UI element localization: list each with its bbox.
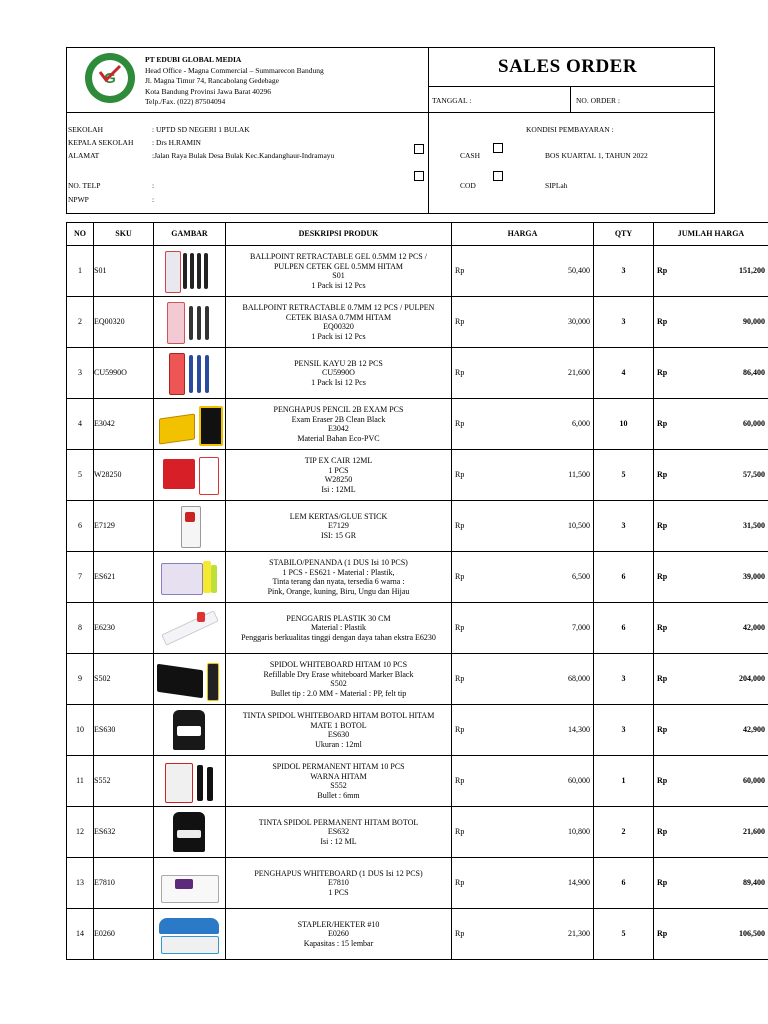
item-price bbox=[452, 705, 594, 756]
item-sku: S01 bbox=[94, 246, 154, 297]
currency-label: Rp bbox=[455, 827, 465, 837]
item-image-cell bbox=[154, 807, 226, 858]
item-qty: 3 bbox=[594, 654, 654, 705]
price-value: 68,000 bbox=[568, 674, 590, 684]
item-price bbox=[452, 297, 594, 348]
cod-label: COD bbox=[460, 181, 476, 190]
item-no: 5 bbox=[67, 450, 94, 501]
item-price bbox=[452, 552, 594, 603]
item-qty: 6 bbox=[594, 858, 654, 909]
item-desc-line: STAPLER/HEKTER #10 bbox=[297, 919, 380, 929]
currency-label: Rp bbox=[455, 776, 465, 786]
total-value: 57,500 bbox=[743, 470, 765, 480]
cash-label: CASH bbox=[460, 151, 481, 160]
company-logo bbox=[84, 52, 136, 104]
item-desc-line: 1 PCS bbox=[328, 465, 349, 475]
item-sku: E7810 bbox=[94, 858, 154, 909]
item-sku: EQ00320 bbox=[94, 297, 154, 348]
table-row bbox=[67, 501, 768, 552]
company-address-3: Kota Bandung Provinsi Jawa Barat 40296 bbox=[145, 86, 272, 96]
price-value: 21,600 bbox=[568, 368, 590, 378]
product-image bbox=[157, 912, 223, 956]
item-sku: ES621 bbox=[94, 552, 154, 603]
table-row bbox=[67, 705, 768, 756]
product-image bbox=[157, 657, 223, 701]
item-desc-line: Isi : 12ML bbox=[321, 484, 356, 494]
item-description bbox=[226, 756, 452, 807]
item-total bbox=[654, 705, 768, 756]
currency-label: Rp bbox=[657, 725, 668, 735]
item-desc-line: 1 Pack isi 12 Pcs bbox=[311, 280, 366, 290]
svg-text:G: G bbox=[104, 70, 116, 87]
item-qty: 3 bbox=[594, 705, 654, 756]
total-value: 42,000 bbox=[743, 623, 765, 633]
total-value: 60,000 bbox=[743, 776, 765, 786]
item-image-cell bbox=[154, 603, 226, 654]
item-desc-line: Exam Eraser 2B Clean Black bbox=[291, 414, 386, 424]
table-row bbox=[67, 246, 768, 297]
currency-label: Rp bbox=[657, 878, 668, 888]
item-desc-line: E0260 bbox=[328, 929, 349, 939]
item-desc-line: Pink, Orange, kuning, Biru, Ungu dan Hijau bbox=[267, 586, 410, 596]
item-price bbox=[452, 501, 594, 552]
item-qty: 3 bbox=[594, 246, 654, 297]
header-divider-h2 bbox=[66, 112, 715, 113]
item-qty: 3 bbox=[594, 501, 654, 552]
item-desc-line: 1 Pack isi 12 Pcs bbox=[311, 331, 366, 341]
product-image bbox=[157, 861, 223, 905]
item-desc-line: 1 PCS bbox=[328, 887, 349, 897]
item-sku: E3042 bbox=[94, 399, 154, 450]
currency-label: Rp bbox=[657, 368, 668, 378]
no-order-label: NO. ORDER : bbox=[576, 96, 620, 105]
item-image-cell bbox=[154, 909, 226, 960]
item-total bbox=[654, 909, 768, 960]
item-desc-line: 1 Pack Isi 12 Pcs bbox=[311, 377, 366, 387]
items-table bbox=[66, 222, 768, 960]
item-total bbox=[654, 501, 768, 552]
item-no: 3 bbox=[67, 348, 94, 399]
company-address-2: Jl. Magna Timur 74, Rancabolang Gedebage bbox=[145, 76, 279, 85]
item-desc-line: WARNA HITAM bbox=[310, 771, 367, 781]
product-image bbox=[157, 606, 223, 650]
currency-label: Rp bbox=[455, 419, 465, 429]
item-sku: E0260 bbox=[94, 909, 154, 960]
item-image-cell bbox=[154, 450, 226, 501]
price-value: 50,400 bbox=[568, 266, 590, 276]
item-desc-line: LEM KERTAS/GLUE STICK bbox=[289, 511, 388, 521]
currency-label: Rp bbox=[455, 929, 465, 939]
col-qty: QTY bbox=[594, 223, 654, 246]
item-desc-line: SPIDOL PERMANENT HITAM 10 PCS bbox=[272, 762, 405, 771]
item-price bbox=[452, 756, 594, 807]
item-image-cell bbox=[154, 705, 226, 756]
table-row bbox=[67, 807, 768, 858]
item-desc-line: Tinta terang dan nyata, tersedia 6 warna : bbox=[272, 577, 405, 586]
total-value: 90,000 bbox=[743, 317, 765, 327]
total-value: 39,000 bbox=[743, 572, 765, 582]
currency-label: Rp bbox=[455, 878, 465, 888]
item-description bbox=[226, 858, 452, 909]
npwp-label: NPWP bbox=[68, 195, 89, 204]
total-value: 86,400 bbox=[743, 368, 765, 378]
siplah-label: SIPLah bbox=[545, 181, 568, 190]
item-desc-line: Material : Plastik bbox=[310, 623, 367, 633]
item-price bbox=[452, 858, 594, 909]
item-desc-line: STABILO/PENANDA (1 DUS Isi 10 PCS) bbox=[269, 558, 408, 567]
item-desc-line: E7810 bbox=[328, 878, 349, 888]
currency-label: Rp bbox=[657, 266, 668, 276]
item-total bbox=[654, 807, 768, 858]
tanggal-label: TANGGAL : bbox=[432, 96, 472, 105]
item-qty: 4 bbox=[594, 348, 654, 399]
item-image-cell bbox=[154, 858, 226, 909]
telp-value: : bbox=[152, 181, 155, 190]
item-total bbox=[654, 654, 768, 705]
item-description bbox=[226, 705, 452, 756]
product-image bbox=[157, 504, 223, 548]
item-description bbox=[226, 246, 452, 297]
currency-label: Rp bbox=[657, 929, 668, 939]
item-sku: S552 bbox=[94, 756, 154, 807]
product-image bbox=[157, 453, 223, 497]
item-desc-line: Penggaris berkualitas tinggi dengan daya tahan ekstra E6230 bbox=[241, 632, 436, 642]
item-price bbox=[452, 654, 594, 705]
item-no: 7 bbox=[67, 552, 94, 603]
bos-checkbox[interactable] bbox=[493, 143, 503, 153]
item-image-cell bbox=[154, 348, 226, 399]
item-image-cell bbox=[154, 654, 226, 705]
table-row bbox=[67, 654, 768, 705]
currency-label: Rp bbox=[455, 266, 465, 276]
table-row bbox=[67, 603, 768, 654]
price-value: 10,800 bbox=[568, 827, 590, 837]
items-header-row bbox=[67, 223, 768, 246]
item-desc-line: ES632 bbox=[327, 827, 350, 837]
item-no: 9 bbox=[67, 654, 94, 705]
item-desc-line: EQ00320 bbox=[323, 322, 354, 331]
col-jumlah: JUMLAH HARGA bbox=[654, 223, 768, 246]
currency-label: Rp bbox=[657, 623, 668, 633]
item-description bbox=[226, 909, 452, 960]
kepala-label: KEPALA SEKOLAH bbox=[68, 138, 134, 147]
item-desc-line: Bullet tip : 2.0 MM - Material : PP, felt tip bbox=[270, 688, 407, 698]
product-image bbox=[157, 351, 223, 395]
item-sku: CU5990O bbox=[94, 348, 154, 399]
currency-label: Rp bbox=[657, 419, 668, 429]
price-value: 60,000 bbox=[568, 776, 590, 786]
currency-label: Rp bbox=[657, 572, 668, 582]
item-desc-line: 1 PCS - ES621 - Material : Plastik, bbox=[282, 567, 395, 577]
total-value: 151,200 bbox=[739, 266, 765, 276]
currency-label: Rp bbox=[657, 827, 668, 837]
item-desc-line: Kapasitas : 15 lembar bbox=[303, 938, 374, 948]
item-no: 2 bbox=[67, 297, 94, 348]
item-desc-line: SPIDOL WHITEBOARD HITAM 10 PCS bbox=[269, 660, 408, 669]
item-qty: 6 bbox=[594, 603, 654, 654]
item-sku: S502 bbox=[94, 654, 154, 705]
item-no: 10 bbox=[67, 705, 94, 756]
item-total bbox=[654, 858, 768, 909]
item-qty: 1 bbox=[594, 756, 654, 807]
item-image-cell bbox=[154, 501, 226, 552]
item-desc-line: CETEK BIASA 0.7MM HITAM bbox=[285, 312, 392, 322]
currency-label: Rp bbox=[657, 674, 668, 684]
item-desc-line: S502 bbox=[330, 679, 347, 688]
payment-title: KONDISI PEMBAYARAN : bbox=[526, 125, 614, 134]
item-image-cell bbox=[154, 297, 226, 348]
currency-label: Rp bbox=[455, 521, 465, 531]
item-price bbox=[452, 807, 594, 858]
item-image-cell bbox=[154, 399, 226, 450]
item-no: 12 bbox=[67, 807, 94, 858]
product-image bbox=[157, 300, 223, 344]
item-no: 14 bbox=[67, 909, 94, 960]
item-desc-line: PULPEN CETEK GEL 0.5MM HITAM bbox=[273, 261, 404, 271]
col-harga: HARGA bbox=[452, 223, 594, 246]
price-value: 10,500 bbox=[568, 521, 590, 531]
price-value: 14,900 bbox=[568, 878, 590, 888]
item-total bbox=[654, 348, 768, 399]
item-desc-line: Bullet : 6mm bbox=[317, 790, 360, 800]
item-sku: ES632 bbox=[94, 807, 154, 858]
col-deskripsi: DESKRIPSI PRODUK bbox=[226, 223, 452, 246]
item-desc-line: PENGGARIS PLASTIK 30 CM bbox=[286, 613, 391, 623]
item-desc-line: S552 bbox=[330, 781, 347, 790]
item-no: 11 bbox=[67, 756, 94, 807]
item-no: 6 bbox=[67, 501, 94, 552]
item-image-cell bbox=[154, 756, 226, 807]
item-total bbox=[654, 552, 768, 603]
currency-label: Rp bbox=[455, 470, 465, 480]
item-description bbox=[226, 450, 452, 501]
item-desc-line: Material Bahan Eco-PVC bbox=[297, 433, 380, 443]
item-desc-line: PENGHAPUS WHITEBOARD (1 DUS Isi 12 PCS) bbox=[254, 868, 423, 878]
price-value: 30,000 bbox=[568, 317, 590, 327]
item-description bbox=[226, 603, 452, 654]
item-desc-line: PENGHAPUS PENCIL 2B EXAM PCS bbox=[273, 405, 404, 414]
col-sku: SKU bbox=[94, 223, 154, 246]
item-description bbox=[226, 807, 452, 858]
table-row bbox=[67, 399, 768, 450]
item-desc-line: TINTA SPIDOL WHITEBOARD HITAM BOTOL HITAM bbox=[242, 711, 435, 720]
item-desc-line: Isi : 12 ML bbox=[320, 836, 357, 846]
company-address-1: Head Office - Magna Commercial – Summarecon Bandung bbox=[145, 65, 324, 75]
cod-checkbox[interactable] bbox=[414, 171, 424, 181]
sekolah-label: SEKOLAH bbox=[68, 125, 103, 134]
item-desc-line: S01 bbox=[332, 271, 345, 280]
item-qty: 5 bbox=[594, 450, 654, 501]
item-no: 13 bbox=[67, 858, 94, 909]
product-image bbox=[157, 708, 223, 752]
currency-label: Rp bbox=[657, 317, 668, 327]
item-total bbox=[654, 297, 768, 348]
table-row bbox=[67, 552, 768, 603]
product-image bbox=[157, 249, 223, 293]
sekolah-value: : UPTD SD NEGERI 1 BULAK bbox=[152, 125, 250, 134]
item-no: 1 bbox=[67, 246, 94, 297]
header-divider-h1 bbox=[428, 86, 715, 87]
alamat-label: ALAMAT bbox=[68, 151, 100, 160]
item-price bbox=[452, 348, 594, 399]
item-image-cell bbox=[154, 552, 226, 603]
item-total bbox=[654, 399, 768, 450]
item-qty: 5 bbox=[594, 909, 654, 960]
item-qty: 10 bbox=[594, 399, 654, 450]
item-desc-line: ISI: 15 GR bbox=[320, 530, 357, 540]
item-sku: E7129 bbox=[94, 501, 154, 552]
currency-label: Rp bbox=[657, 521, 668, 531]
item-price bbox=[452, 909, 594, 960]
item-desc-line: BALLPOINT RETRACTABLE 0.7MM 12 PCS / PULPEN bbox=[242, 303, 435, 312]
price-value: 6,000 bbox=[572, 419, 590, 429]
item-price bbox=[452, 246, 594, 297]
item-desc-line: PENSIL KAYU 2B 12 PCS bbox=[294, 358, 383, 368]
total-value: 204,000 bbox=[739, 674, 765, 684]
item-price bbox=[452, 450, 594, 501]
item-image-cell bbox=[154, 246, 226, 297]
price-value: 7,000 bbox=[572, 623, 590, 633]
item-total bbox=[654, 603, 768, 654]
item-desc-line: Refillable Dry Erase whiteboard Marker Black bbox=[263, 669, 414, 679]
table-row bbox=[67, 348, 768, 399]
product-image bbox=[157, 402, 223, 446]
item-price bbox=[452, 399, 594, 450]
item-desc-line: ES630 bbox=[327, 730, 350, 739]
item-qty: 6 bbox=[594, 552, 654, 603]
item-price bbox=[452, 603, 594, 654]
alamat-value: :Jalan Raya Bulak Desa Bulak Kec.Kandanghaur-Indramayu bbox=[152, 151, 335, 160]
item-sku: ES630 bbox=[94, 705, 154, 756]
company-name: PT EDUBI GLOBAL MEDIA bbox=[145, 55, 242, 64]
total-value: 89,400 bbox=[743, 878, 765, 888]
item-description bbox=[226, 297, 452, 348]
siplah-checkbox[interactable] bbox=[493, 171, 503, 181]
product-image bbox=[157, 555, 223, 599]
total-value: 106,500 bbox=[739, 929, 765, 939]
price-value: 11,500 bbox=[568, 470, 590, 480]
item-description bbox=[226, 399, 452, 450]
kepala-value: : Drs H.RAMIN bbox=[152, 138, 201, 147]
table-row bbox=[67, 909, 768, 960]
price-value: 14,300 bbox=[568, 725, 590, 735]
currency-label: Rp bbox=[455, 674, 465, 684]
total-value: 21,600 bbox=[743, 827, 765, 837]
total-value: 60,000 bbox=[743, 419, 765, 429]
item-desc-line: Ukuran : 12ml bbox=[315, 739, 362, 749]
item-total bbox=[654, 450, 768, 501]
currency-label: Rp bbox=[657, 470, 668, 480]
item-description bbox=[226, 348, 452, 399]
item-desc-line: TIP EX CAIR 12ML bbox=[304, 456, 373, 465]
item-qty: 3 bbox=[594, 297, 654, 348]
company-phone: Telp./Fax. (022) 87504094 bbox=[145, 97, 226, 106]
item-desc-line: TINTA SPIDOL PERMANENT HITAM BOTOL bbox=[258, 817, 419, 827]
item-no: 4 bbox=[67, 399, 94, 450]
item-desc-line: W28250 bbox=[324, 475, 353, 484]
item-total bbox=[654, 246, 768, 297]
item-description bbox=[226, 501, 452, 552]
item-description bbox=[226, 654, 452, 705]
currency-label: Rp bbox=[455, 572, 465, 582]
header-divider-v2 bbox=[570, 86, 571, 112]
npwp-value: : bbox=[152, 195, 155, 204]
table-row bbox=[67, 297, 768, 348]
item-description bbox=[226, 552, 452, 603]
item-desc-line: CU5990O bbox=[322, 368, 355, 378]
item-total bbox=[654, 756, 768, 807]
header-divider-v bbox=[428, 47, 429, 214]
cash-checkbox[interactable] bbox=[414, 144, 424, 154]
item-desc-line: E7129 bbox=[328, 521, 349, 531]
product-image bbox=[157, 810, 223, 854]
item-desc-line: BALLPOINT RETRACTABLE GEL 0.5MM 12 PCS / bbox=[250, 252, 427, 261]
table-row bbox=[67, 858, 768, 909]
currency-label: Rp bbox=[455, 368, 465, 378]
price-value: 21,300 bbox=[568, 929, 590, 939]
currency-label: Rp bbox=[657, 776, 668, 786]
table-row bbox=[67, 450, 768, 501]
total-value: 42,900 bbox=[743, 725, 765, 735]
price-value: 6,500 bbox=[572, 572, 590, 582]
item-no: 8 bbox=[67, 603, 94, 654]
product-image bbox=[157, 759, 223, 803]
bos-label: BOS KUARTAL 1, TAHUN 2022 bbox=[545, 151, 648, 160]
item-desc-line: MATE 1 BOTOL bbox=[310, 720, 367, 730]
col-gambar: GAMBAR bbox=[154, 223, 226, 246]
doc-title: SALES ORDER bbox=[498, 56, 638, 77]
item-sku: W28250 bbox=[94, 450, 154, 501]
table-row bbox=[67, 756, 768, 807]
total-value: 31,500 bbox=[743, 521, 765, 531]
currency-label: Rp bbox=[455, 623, 465, 633]
col-no: NO bbox=[67, 223, 94, 246]
currency-label: Rp bbox=[455, 725, 465, 735]
currency-label: Rp bbox=[455, 317, 465, 327]
item-qty: 2 bbox=[594, 807, 654, 858]
item-desc-line: E3042 bbox=[328, 424, 349, 433]
item-sku: E6230 bbox=[94, 603, 154, 654]
telp-label: NO. TELP bbox=[68, 181, 101, 190]
